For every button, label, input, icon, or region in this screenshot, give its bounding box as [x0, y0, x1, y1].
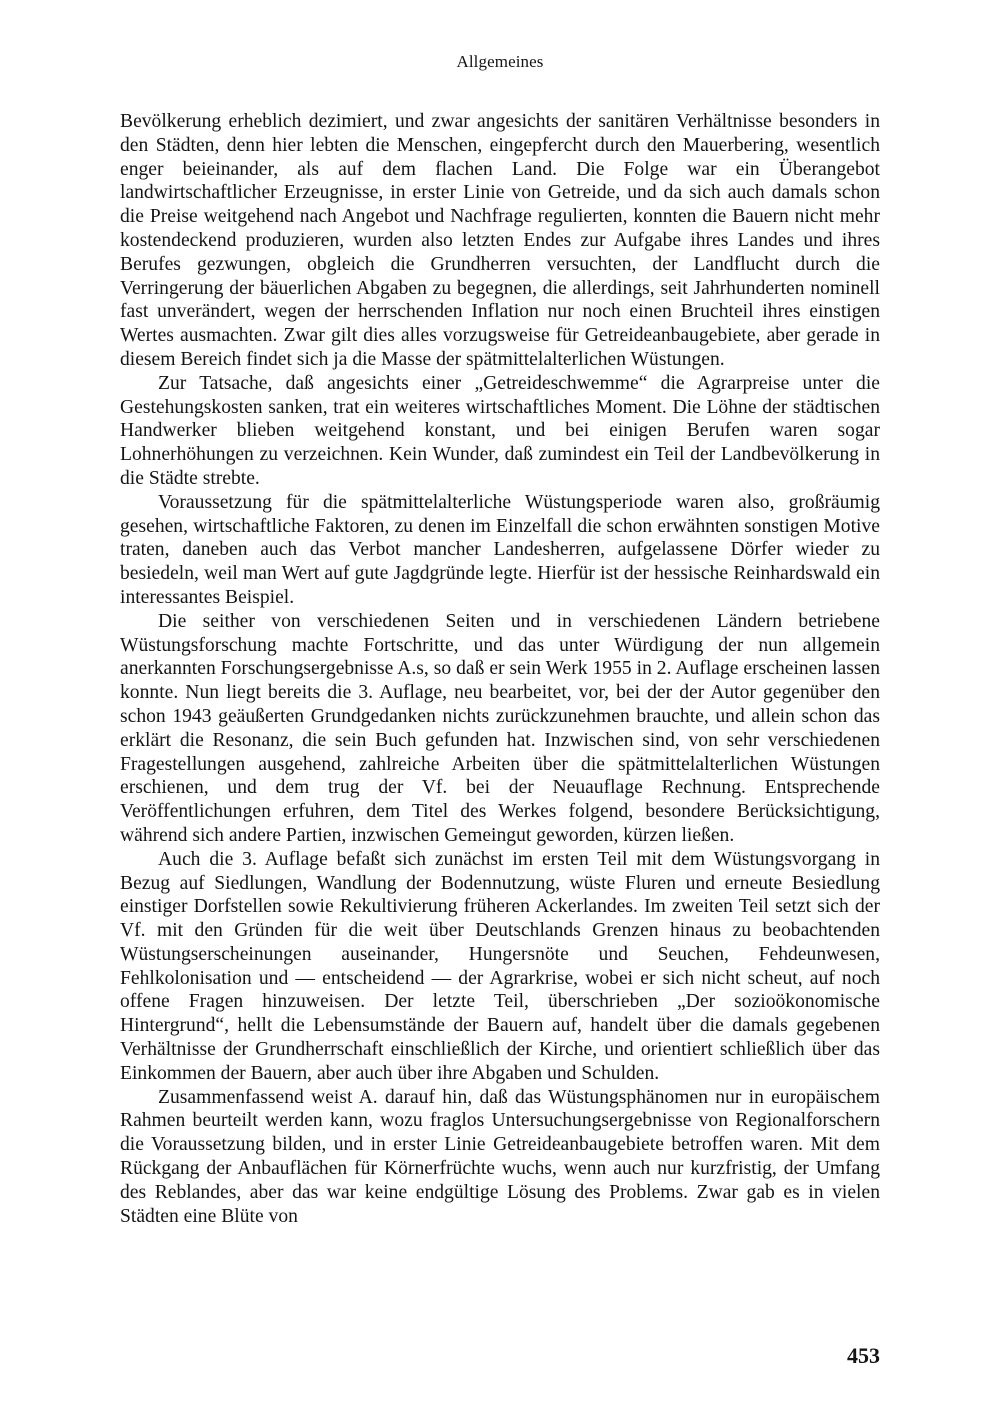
paragraph-continuation: Bevölkerung erheblich dezimiert, und zwar angesichts der sanitären Verhältnisse besonders in den Städten, denn hier lebten die Menschen, eingepfercht durch den Mauerbering, wesentlich enger beieinander, als auf dem flachen Land. Die Folge war ein Überangebot landwirtschaftlicher Erzeugnisse, in erster Linie von Getreide, und da sich auch damals schon die Preise weitgehend nach Angebot und Nachfrage regulierten, konnten die Bauern nicht mehr kostendeckend produzieren, wurden also letzten Endes zur Aufgabe ihres Landes und ihres Berufes gezwungen, obgleich die Grundherren versuchten, der Landflucht durch die Verringerung der bäuerlichen Abgaben zu begegnen, die allerdings, seit Jahrhunderten nominell fast unverändert, wegen der herrschenden Inflation nur noch einen Bruchteil ihres einstigen Wertes ausmachten. Zwar gilt dies alles vorzugsweise für Getreideanbaugebiete, aber gerade in diesem Bereich findet sich ja die Masse der spätmittelalterlichen Wüstungen. — [120, 111, 880, 370]
paragraph: Voraussetzung für die spätmittelalterliche Wüstungsperiode waren also, großräumig gesehen, wirtschaftliche Faktoren, zu denen im Einzelfall die schon erwähnten sonstigen Motive traten, daneben auch das Verbot mancher Landesherren, aufgelassene Dörfer wieder zu besiedeln, weil man Wert auf gute Jagdgründe legte. Hierfür ist der hessische Reinhardswald ein interessantes Beispiel. — [120, 491, 880, 608]
article-body — [120, 110, 880, 1228]
paragraph: Zusammenfassend weist A. darauf hin, daß das Wüstungsphänomen nur in europäischem Rahmen beurteilt werden kann, wozu fraglos Untersuchungsergebnisse von Regionalforschern die Voraussetzung bilden, und in erster Linie Getreideanbaugebiete betroffen waren. Mit dem Rückgang der Anbauflächen für Körnerfrüchte wuchs, wenn auch nur kurzfristig, der Umfang des Reblandes, aber das war keine endgültige Lösung des Problems. Zwar gab es in vielen Städten eine Blüte von — [120, 1086, 880, 1227]
page-number: 453 — [847, 1343, 880, 1368]
paragraph: Auch die 3. Auflage befaßt sich zunächst im ersten Teil mit dem Wüstungsvorgang in Bezug auf Siedlungen, Wandlung der Bodennutzung, wüste Fluren und erneute Besiedlung einstiger Dorfstellen sowie Rekultivierung früheren Ackerlandes. Im zweiten Teil setzt sich der Vf. mit den Gründen für die weit über Deutschlands Grenzen hinaus zu beobachtenden Wüstungserscheinungen auseinander, Hungersnöte und Seuchen, Fehdeunwesen, Fehlkolonisation und — entscheidend — der Agrarkrise, wobei er sich nicht scheut, auf noch offene Fragen hinzuweisen. Der letzte Teil, überschrieben „Der sozioökonomische Hintergrund“, hellt die Lebensumstände der Bauern auf, handelt über die damals gegebenen Verhältnisse der Grundherrschaft einschließlich der Kirche, und orientiert schließlich über das Einkommen der Bauern, aber auch über ihre Abgaben und Schulden. — [120, 848, 880, 1084]
running-header: Allgemeines — [456, 52, 544, 71]
paragraph: Die seither von verschiedenen Seiten und in verschiedenen Ländern betriebene Wüstungsforschung machte Fortschritte, und das unter Würdigung der nun allgemein anerkannten Forschungsergebnisse A.s, so daß er sein Werk 1955 in 2. Auflage erscheinen lassen konnte. Nun liegt bereits die 3. Auflage, neu bearbeitet, vor, bei der der Autor gegenüber den schon 1943 geäußerten Grundgedanken nichts zurückzunehmen brauchte, und allein schon das erklärt die Resonanz, die sein Buch gefunden hat. Inzwischen sind, von sehr verschiedenen Fragestellungen ausgehend, zahlreiche Arbeiten über die spätmittelalterlichen Wüstungen erschienen, und dem trug der Vf. bei der Neuauflage Rechnung. Entsprechende Veröffentlichungen erfuhren, dem Titel des Werkes folgend, besondere Berücksichtigung, während sich andere Partien, inzwischen Gemeingut geworden, kürzen ließen. — [120, 610, 880, 846]
paragraph: Zur Tatsache, daß angesichts einer „Getreideschwemme“ die Agrarpreise unter die Gestehungskosten sanken, trat ein weiteres wirtschaftliches Moment. Die Löhne der städtischen Handwerker blieben weitgehend konstant, und bei einigen Berufen waren sogar Lohnerhöhungen zu verzeichnen. Kein Wunder, daß zumindest ein Teil der Landbevölkerung in die Städte strebte. — [120, 372, 880, 489]
